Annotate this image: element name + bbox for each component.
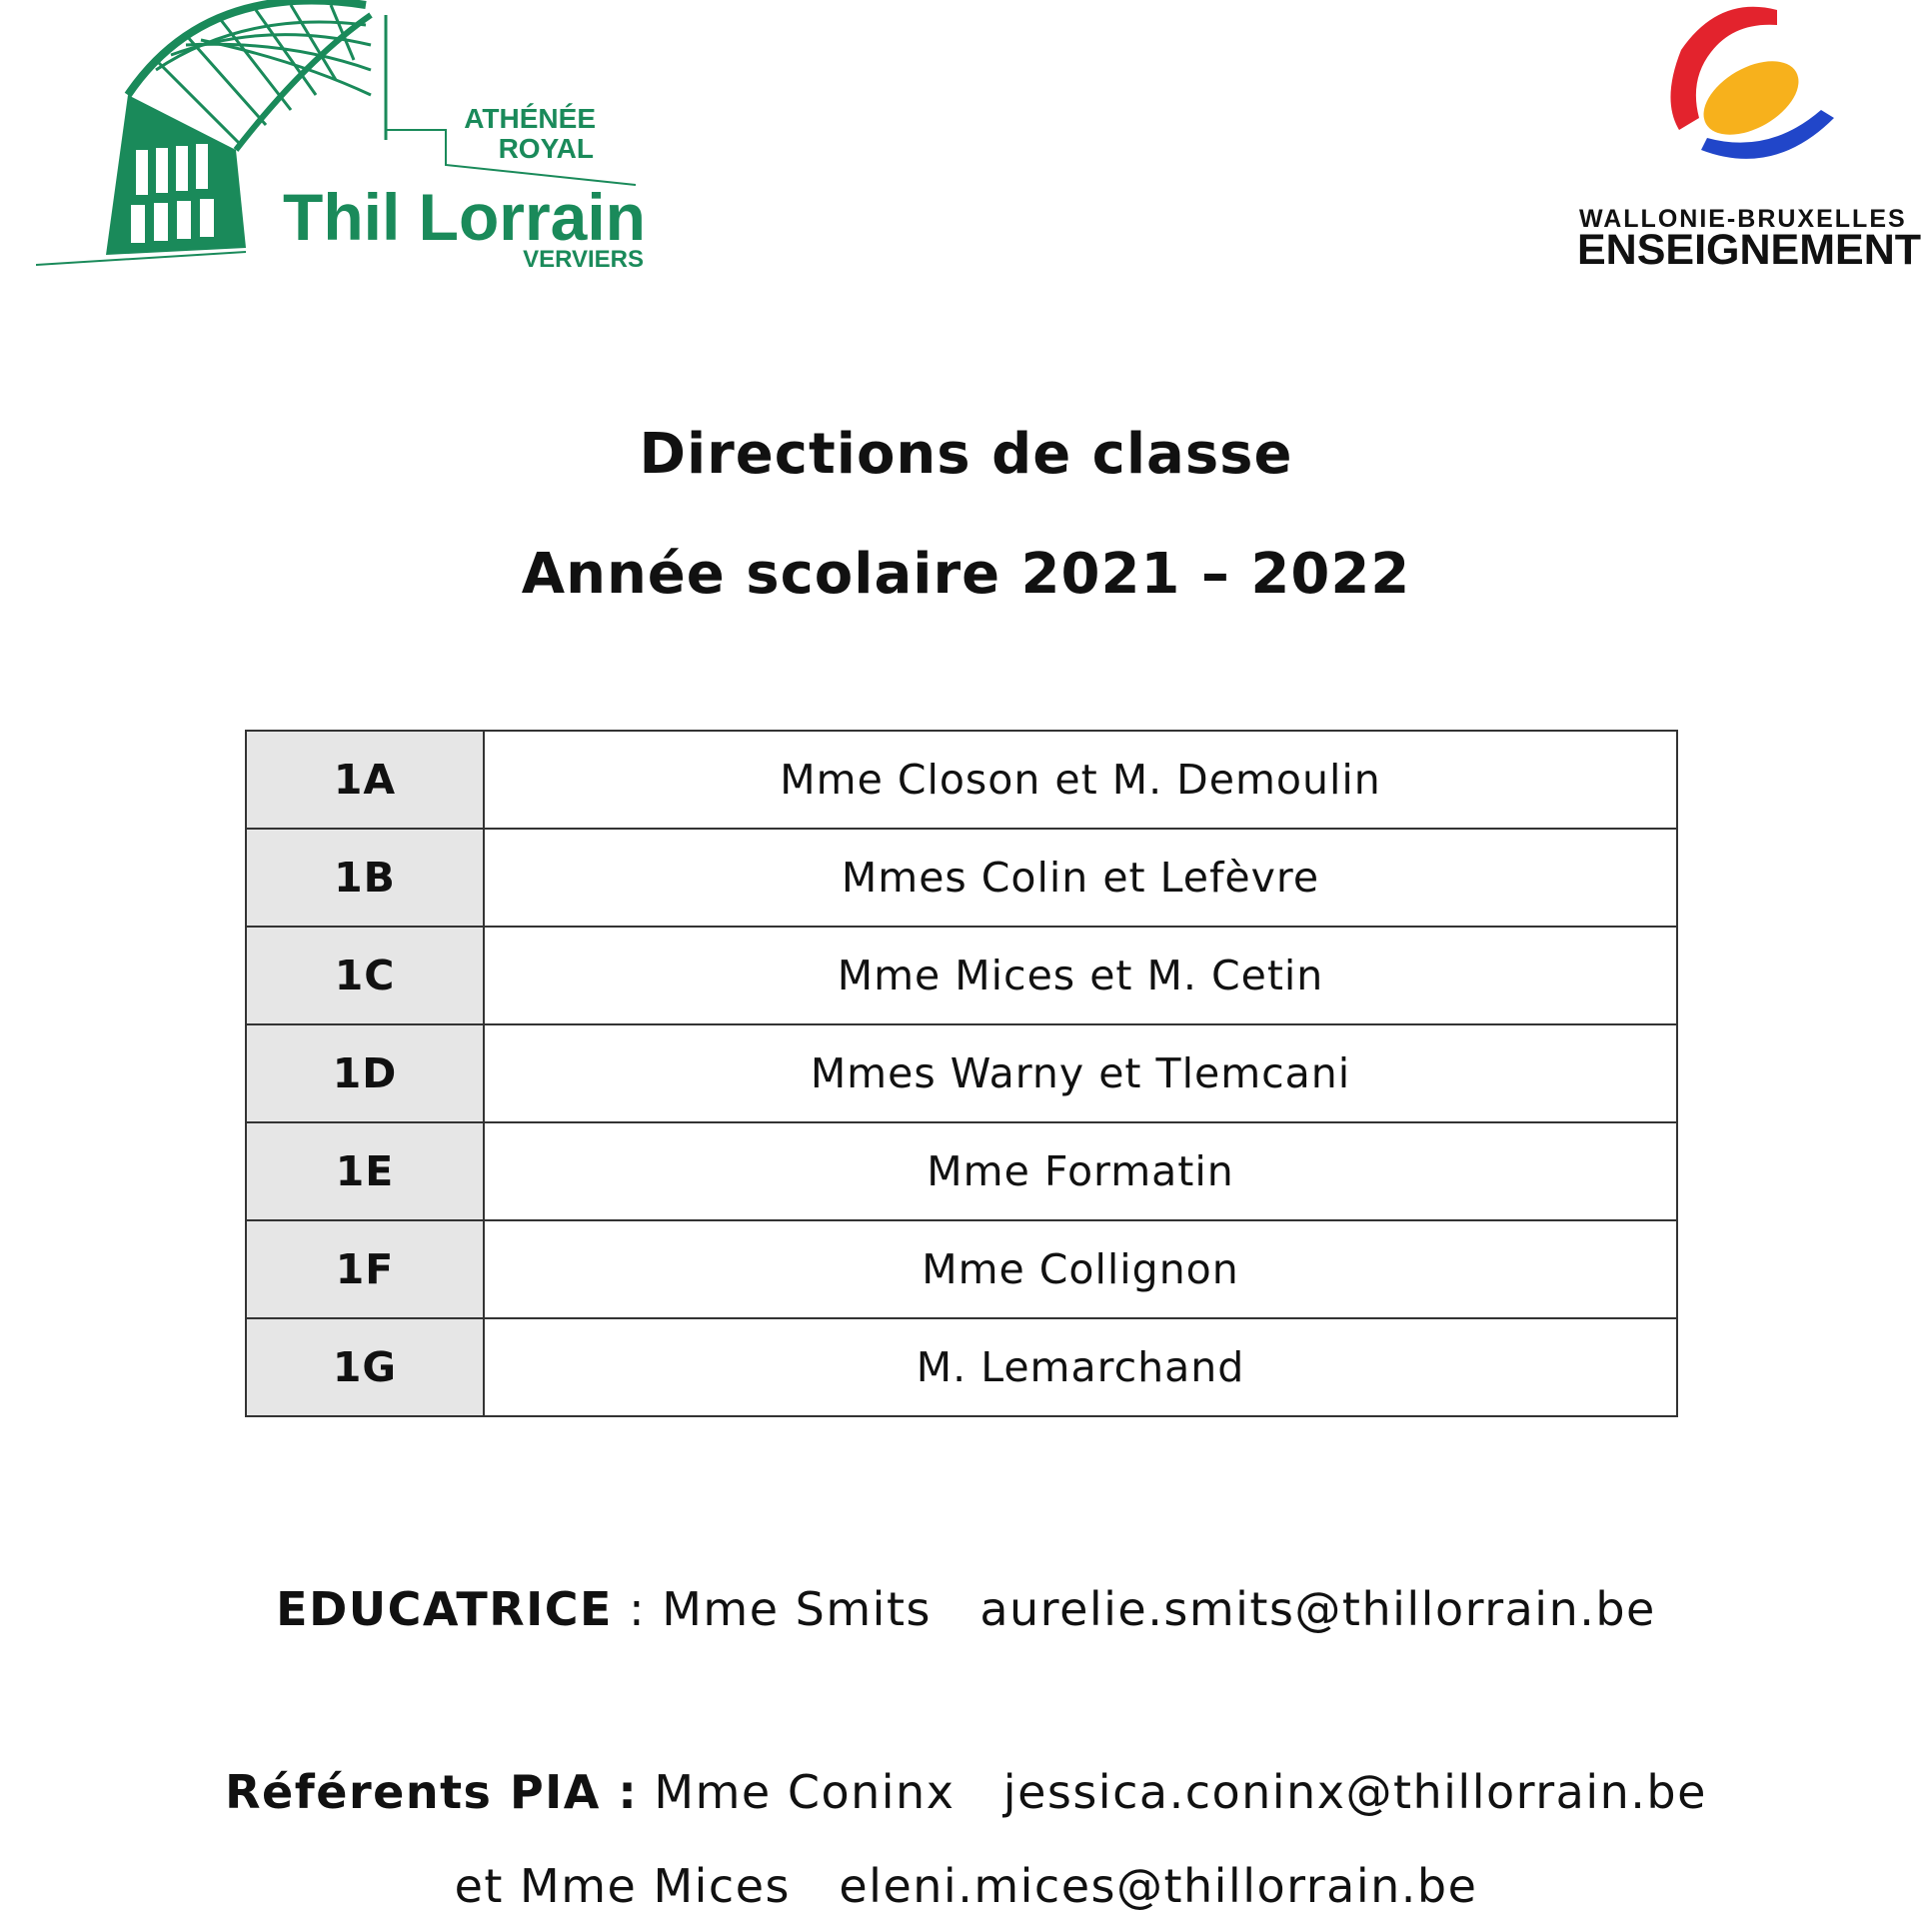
class-code: 1B [246, 829, 484, 927]
pia-email-2[interactable]: eleni.mices@thillorrain.be [839, 1859, 1478, 1913]
class-code: 1A [246, 731, 484, 829]
table-row [246, 927, 1677, 1024]
table-row [246, 1318, 1677, 1416]
class-code: 1G [246, 1318, 484, 1416]
class-teachers: Mme Mices et M. Cetin [484, 927, 1677, 1024]
class-teachers: Mmes Colin et Lefèvre [484, 829, 1677, 927]
logo-royal-text: ROYAL [498, 133, 594, 164]
class-teachers: M. Lemarchand [484, 1318, 1677, 1416]
pia-name-2: Mme Mices [520, 1859, 791, 1913]
pia-email-1[interactable]: jessica.coninx@thillorrain.be [1002, 1765, 1707, 1819]
class-code: 1E [246, 1122, 484, 1220]
wbe-swoosh-icon [1670, 7, 1834, 159]
table-row [246, 829, 1677, 927]
class-teachers: Mme Formatin [484, 1122, 1677, 1220]
logo-school-name: Thil Lorrain [283, 180, 646, 254]
class-code: 1D [246, 1024, 484, 1122]
class-code: 1F [246, 1220, 484, 1318]
table-row [246, 1220, 1677, 1318]
pia-name-1: Mme Coninx [654, 1765, 956, 1819]
wbe-logo [1569, 0, 1932, 275]
table-row [246, 1024, 1677, 1122]
educatrice-name: Mme Smits [662, 1582, 932, 1636]
educatrice-separator: : [612, 1582, 663, 1636]
pia-connector: et [454, 1859, 504, 1913]
pia-label: Référents PIA : [225, 1765, 639, 1819]
educatrice-email[interactable]: aurelie.smits@thillorrain.be [979, 1582, 1656, 1636]
wbe-line1-text: WALLONIE-BRUXELLES [1579, 205, 1907, 233]
page-title: Directions de classe [639, 422, 1293, 487]
wbe-line2-text: ENSEIGNEMENT [1577, 226, 1922, 274]
educatrice-contact [0, 1582, 1932, 1636]
table-row [246, 731, 1677, 829]
class-teachers: Mme Collignon [484, 1220, 1677, 1318]
school-logo [36, 0, 656, 270]
class-teachers: Mmes Warny et Tlemcani [484, 1024, 1677, 1122]
pia-contact-2 [0, 1859, 1932, 1913]
class-code: 1C [246, 927, 484, 1024]
educatrice-label: EDUCATRICE [276, 1582, 613, 1636]
school-year-subtitle: Année scolaire 2021 – 2022 [521, 542, 1411, 607]
class-teachers: Mme Closon et M. Demoulin [484, 731, 1677, 829]
pia-contact-1 [0, 1765, 1932, 1819]
table-row [246, 1122, 1677, 1220]
logo-city-text: VERVIERS [523, 246, 644, 270]
logo-athenee-text: ATHÉNÉE [464, 103, 596, 134]
class-directions-table [245, 730, 1678, 1417]
